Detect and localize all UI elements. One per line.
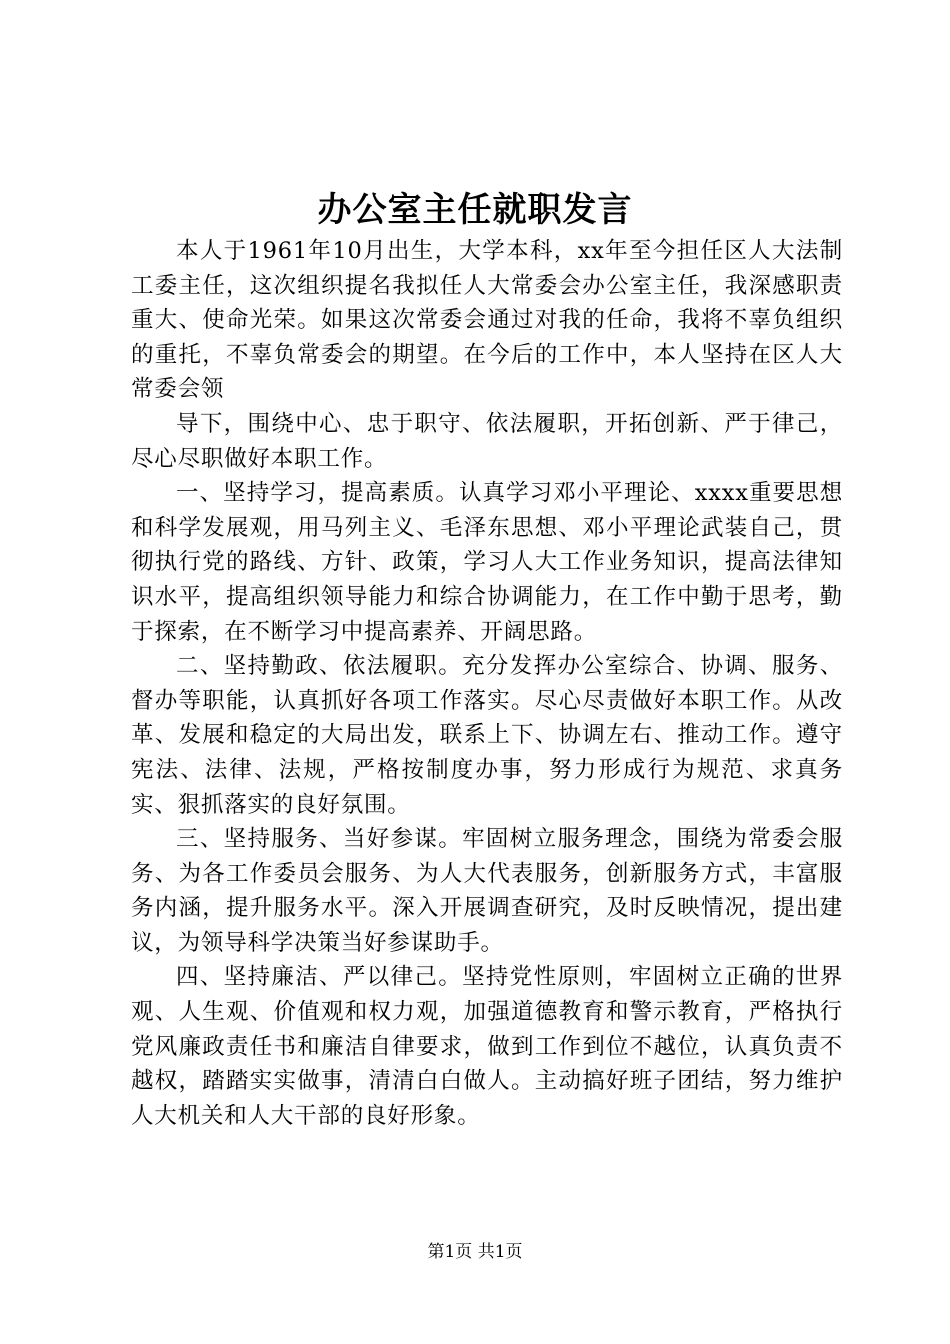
page-number-footer: 第1页 共1页 [427, 1242, 523, 1262]
paragraph-section-3: 三、坚持服务、当好参谋。牢固树立服务理念，围绕为常委会服务、为各工作委员会服务、为人大代表服务，创新服务方式，丰富服务内涵，提升服务水平。深入开展调查研究，及时反映情况，提出建议，为领导科学决策当好参谋助手。 [131, 826, 843, 956]
page-title: 办公室主任就职发言 [317, 190, 633, 230]
paragraph-intro: 本人于1961年10月出生，大学本科，xx年至今担任区人大法制工委主任，这次组织提名我拟任人大常委会办公室主任，我深感职责重大、使命光荣。如果这次常委会通过对我的任命，我将不辜负组织的重托，不辜负常委会的期望。在今后的工作中，本人坚持在区人大常委会领 [131, 238, 843, 403]
paragraph-section-2: 二、坚持勤政、依法履职。充分发挥办公室综合、协调、服务、督办等职能，认真抓好各项工作落实。尽心尽责做好本职工作。从改革、发展和稳定的大局出发，联系上下、协调左右、推动工作。遵守宪法、法律、法规，严格按制度办事，努力形成行为规范、求真务实、狠抓落实的良好氛围。 [131, 653, 843, 818]
paragraph-section-4: 四、坚持廉洁、严以律己。坚持党性原则，牢固树立正确的世界观、人生观、价值观和权力观，加强道德教育和警示教育，严格执行党风廉政责任书和廉洁自律要求，做到工作到位不越位，认真负责不越权，踏踏实实做事，清清白白做人。主动搞好班子团结，努力维护人大机关和人大干部的良好形象。 [131, 964, 843, 1129]
paragraph-intro-continued: 导下，围绕中心、忠于职守、依法履职，开拓创新、严于律己，尽心尽职做好本职工作。 [131, 410, 843, 472]
paragraph-section-1: 一、坚持学习，提高素质。认真学习邓小平理论、xxxx重要思想和科学发展观，用马列主义、毛泽东思想、邓小平理论武装自己，贯彻执行党的路线、方针、政策，学习人大工作业务知识，提高法律知识水平，提高组织领导能力和综合协调能力，在工作中勤于思考，勤于探索，在不断学习中提高素养、开阔思路。 [131, 480, 843, 645]
document-body [131, 234, 843, 1133]
